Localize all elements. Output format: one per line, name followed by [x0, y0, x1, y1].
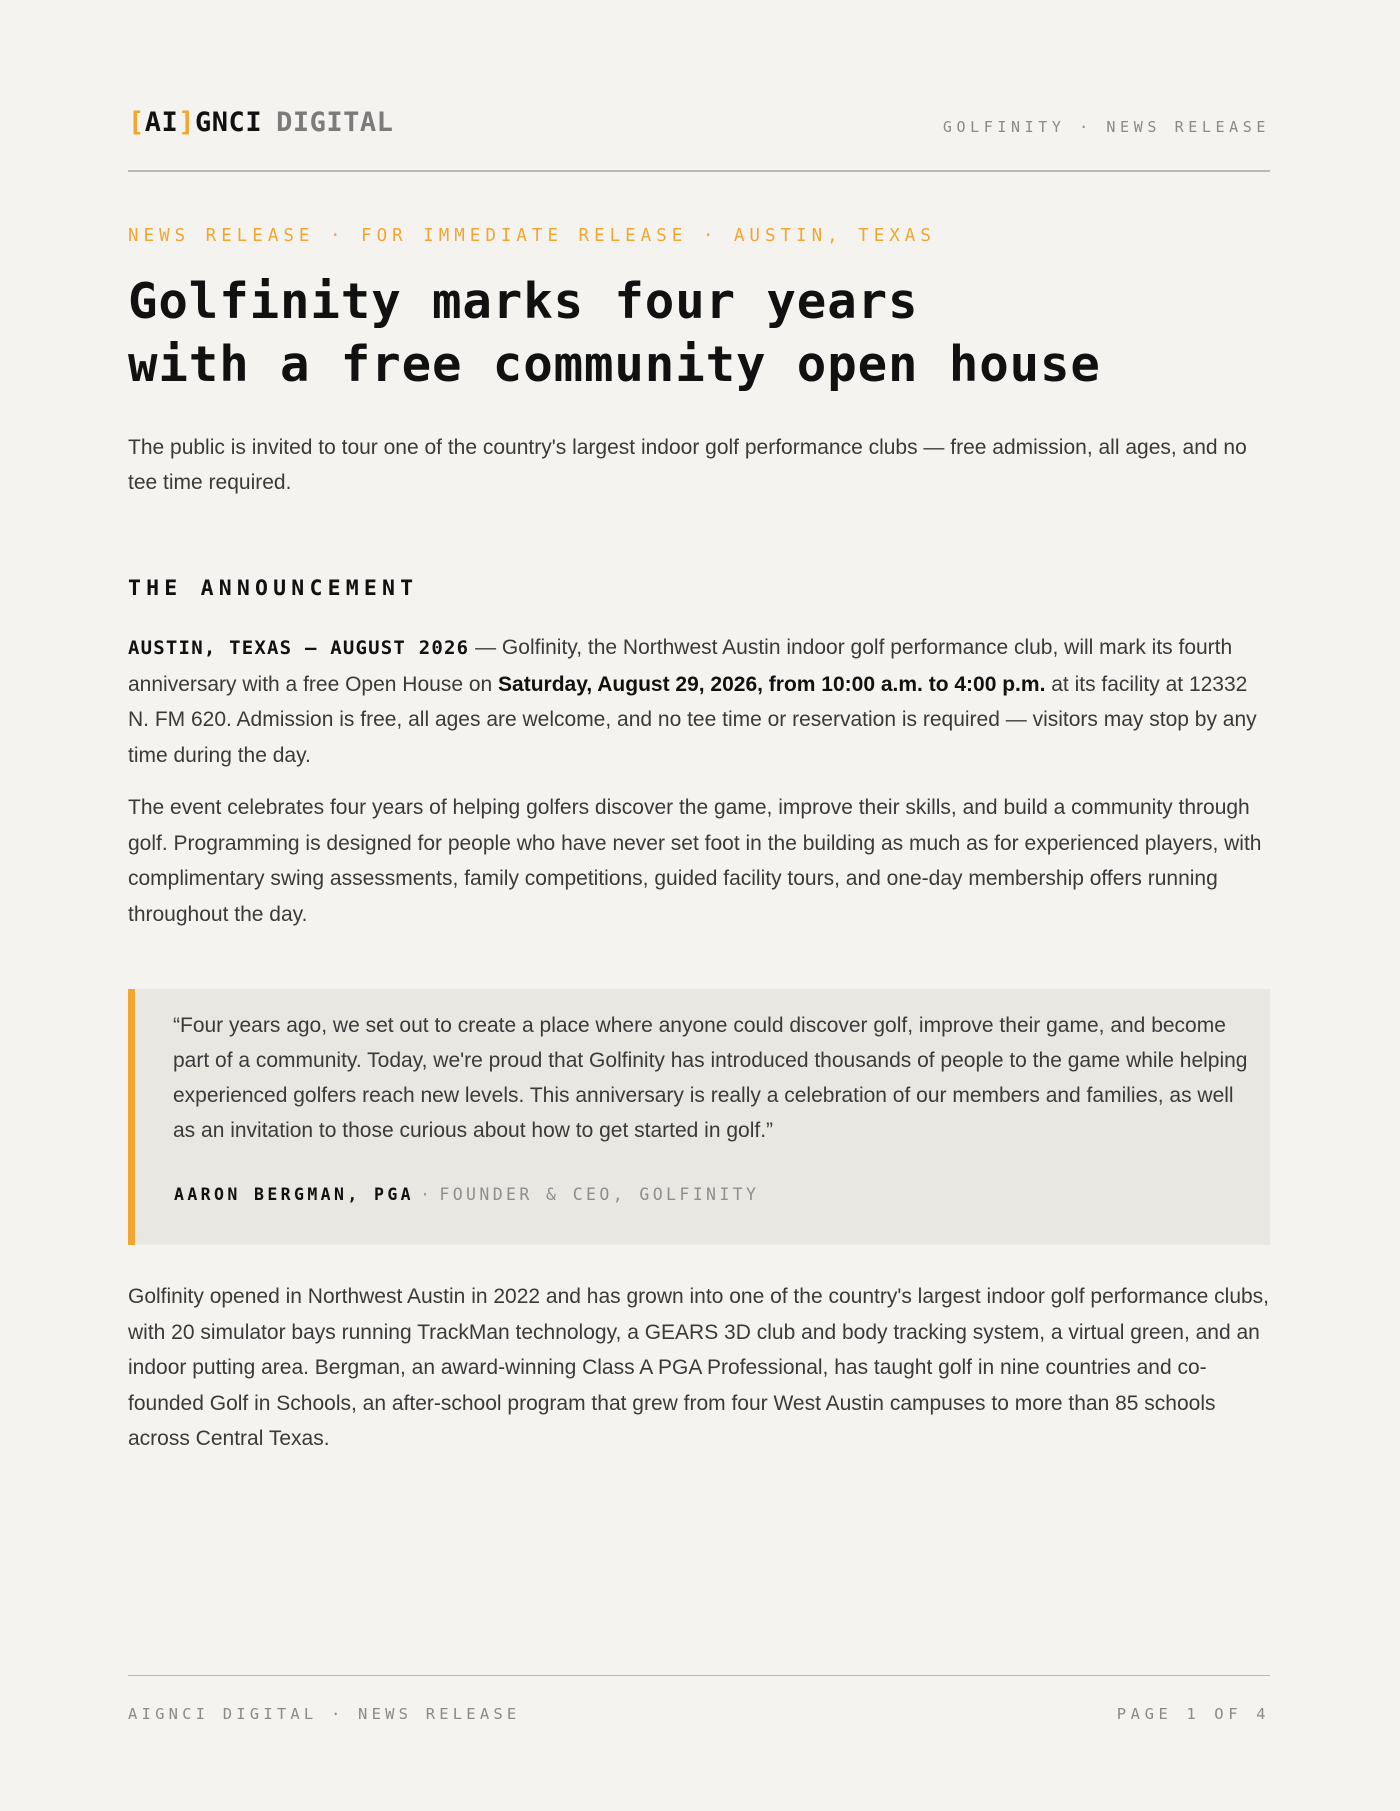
- logo-ai: AI: [144, 107, 179, 138]
- footer-divider: [128, 1675, 1270, 1676]
- quote-attribution: [174, 1185, 759, 1204]
- quote-accent-bar: [128, 989, 135, 1245]
- headline-line-1: Golfinity marks four years: [128, 273, 919, 330]
- headline: [128, 270, 1270, 396]
- footer-label: AIGNCI DIGITAL · NEWS RELEASE: [128, 1705, 521, 1723]
- logo-gnci: GNCI: [195, 107, 263, 138]
- background-paragraph: Golfinity opened in Northwest Austin in 2022 and has grown into one of the country's largest indoor golf performance clubs, with 20 simulator bays running TrackMan technology, a GEARS 3D club and body tracking system, a virtual green, and an indoor putting area. Bergman, an award-winning Class A PGA Professional, has taught golf in nine countries and co-founded Golf in Schools, an after-school program that grew from four West Austin campuses to more than 85 schools across Central Texas.: [128, 1285, 1270, 1450]
- header-release-label: GOLFINITY · NEWS RELEASE: [942, 118, 1270, 136]
- deck-summary: The public is invited to tour one of the country's largest indoor golf performance clubs — free admission, all ages, and no tee time required.: [128, 436, 1247, 494]
- quote-text: “Four years ago, we set out to create a place where anyone could discover golf, improve their game, and become part of a community. Today, we're proud that Golfinity has introduced thousands of people to the game while helping experienced golfers reach new levels. This anniversary is really a celebration of our members and families, as well as an invitation to those curious about how to get started in golf.”: [173, 1014, 1248, 1142]
- section-title-announcement: THE ANNOUNCEMENT: [128, 576, 419, 601]
- event-date-time: Saturday, August 29, 2026, from 10:00 a.m. to 4:00 p.m.: [498, 672, 1046, 696]
- attribution-separator: ·: [420, 1185, 434, 1204]
- quote-author-name: AARON BERGMAN, PGA: [174, 1185, 415, 1204]
- paragraph-1-text-a: — Golfinity, the Northwest Austin indoor golf performance club, will mark its fourth anniversary with a free Open House on: [128, 636, 1233, 696]
- logo-bracket-open: [: [128, 107, 145, 138]
- page-number: PAGE 1 OF 4: [1116, 1705, 1270, 1723]
- header-divider: [128, 170, 1270, 172]
- headline-line-2: with a free community open house: [128, 336, 1101, 393]
- logo-digital: DIGITAL: [276, 107, 394, 138]
- page-header: [128, 104, 1270, 144]
- quote-author-title: FOUNDER & CEO, GOLFINITY: [439, 1185, 760, 1204]
- announcement-paragraph-2: The event celebrates four years of helping golfers discover the game, improve their skills, and build a community through golf. Programming is designed for people who have never set foot in the building as much as for experienced players, with complimentary swing assessments, family competitions, guided facility tours, and one-day membership offers running throughout the day.: [128, 796, 1262, 926]
- pull-quote: [128, 989, 1270, 1245]
- dateline: AUSTIN, TEXAS — AUGUST 2026: [128, 637, 470, 659]
- logo-bracket-close: ]: [178, 107, 196, 138]
- aignci-digital-logo: [128, 107, 393, 138]
- paragraph-1-text-b: at its facility at 12332 N. FM 620. Admission is free, all ages are welcome, and no tee time or reservation is required — visitors may stop by any time during the day.: [128, 672, 1257, 767]
- document-page: [128, 0, 1270, 1811]
- announcement-paragraph-1: [128, 630, 1270, 773]
- release-kicker: NEWS RELEASE · FOR IMMEDIATE RELEASE · AUSTIN, TEXAS: [128, 226, 936, 246]
